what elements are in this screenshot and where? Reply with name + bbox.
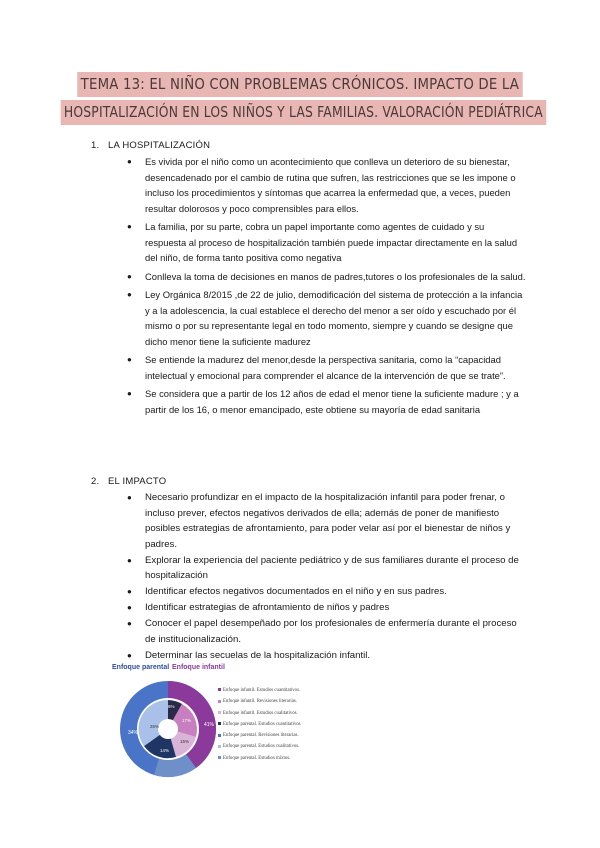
section-2-bullet-list [127, 490, 527, 664]
list-item: ● Explorar la experiencia del paciente pediátrico y de sus familiares durante el proceso de hospitalización [127, 554, 519, 581]
bullet-icon: ● [127, 493, 132, 502]
list-item: ● Conlleva la toma de decisiones en manos de padres,tutores o los profesionales de la salud. [127, 269, 527, 285]
legend-swatch [218, 745, 221, 748]
pct-inner-3: 15% [180, 739, 190, 744]
section-2-number: 2. [91, 476, 100, 487]
label-enfoque-parental: Enfoque parental [112, 664, 170, 671]
list-item: ● Es vivida por el niño como un acontecimiento que conlleva un deterioro de su bienestar, desencadenado por el cambio de rutina que sufren, las restricciones que se les impone o incluso los procedimientos y síntomas que acarrea la enfermedad que, a veces, pueden resultar dolorosos y poco comprensibles para ellos. [127, 156, 516, 214]
document-title [0, 72, 600, 125]
bullet-icon: ● [127, 603, 132, 612]
legend-item: Enfoque parental. Estudios mixtos. [218, 753, 301, 764]
title-line-1: TEMA 13: EL NIÑO CON PROBLEMAS CRÓNICOS. IMPACTO DE LA [77, 72, 522, 97]
legend-item: Enfoque parental. Estudios cuantitativos [218, 719, 301, 730]
pct-outer-right: 41% [204, 722, 215, 728]
legend-swatch [218, 722, 221, 725]
list-item: ● Determinar las secuelas de la hospitalización infantil. [127, 648, 527, 664]
list-item: ● Identificar estrategias de afrontamiento de niños y padres [127, 600, 527, 616]
pct-inner-4: 14% [160, 748, 170, 753]
list-item: ● Necesario profundizar en el impacto de la hospitalización infantil para poder frenar, o incluso prever, efectos negativos derivados de ella; además de poner de manifiesto posibles estrategias de afrontamiento, para poder velar así por el bienestar de niños y padres. [127, 492, 511, 550]
legend-swatch [218, 734, 221, 737]
section-1-number: 1. [91, 140, 100, 151]
section-2-heading [91, 476, 166, 487]
legend-item: Enfoque infantil. Estudios cualitativos. [218, 708, 301, 719]
label-enfoque-infantil: Enfoque infantil [172, 664, 225, 671]
figure-legend [218, 685, 301, 764]
bullet-icon: ● [127, 271, 132, 281]
pct-inner-5: 26% [150, 724, 160, 729]
list-item: ● Ley Orgánica 8/2015 ,de 22 de julio, demodificación del sistema de protección a la infancia y a la adolescencia, la cual establece el derecho del menor a ser oído y escuchado por él mismo o por su representante legal en todo momento, siempre y cuando se designe que dicho menor tiene la suficiente madurez [127, 289, 523, 347]
pct-inner-1: 6% [168, 704, 175, 709]
legend-item: Enfoque parental. Estudios cualitativos. [218, 741, 301, 752]
list-item: ● Conocer el papel desempeñado por los profesionales de enfermería durante el proceso de institucionalización. [127, 618, 517, 645]
bullet-icon: ● [127, 355, 132, 364]
pct-outer-left: 34% [128, 730, 139, 736]
list-item: ● Identificar efectos negativos documentados en el niño y en sus padres. [127, 584, 527, 600]
bullet-icon: ● [127, 587, 132, 596]
legend-swatch [218, 711, 221, 714]
legend-swatch [218, 700, 221, 703]
donut-chart [116, 676, 226, 786]
bullet-icon: ● [127, 389, 132, 398]
bullet-icon: ● [127, 222, 132, 231]
section-1-title: LA HOSPITALIZACIÓN [108, 140, 211, 151]
title-line-2: HOSPITALIZACIÓN EN LOS NIÑOS Y LAS FAMILIAS. VALORACIÓN PEDIÁTRICA [61, 100, 546, 125]
list-item: ● Se entiende la madurez del menor,desde la perspectiva sanitaria, como la “capacidad intelectual y emocional para comprender el alcance de la intervención de que se trate”. [127, 354, 506, 381]
section-1-bullet-list [127, 154, 527, 420]
bullet-icon: ● [127, 619, 132, 628]
legend-swatch [218, 756, 221, 759]
list-item: ● Se considera que a partir de los 12 años de edad el menor tiene la suficiente madure ; y a partir de los 16, o menor emancipado, este obtiene su mayoría de edad sanitaria [127, 388, 519, 415]
bullet-icon: ● [127, 650, 132, 660]
section-1-heading [91, 140, 210, 151]
legend-item: Enfoque infantil. Estudios cuantitativos. [218, 685, 301, 696]
donut-hole [158, 719, 178, 739]
legend-item: Enfoque infantil. Revisiones literarias. [218, 696, 301, 707]
legend-swatch [218, 688, 221, 691]
bullet-icon: ● [127, 157, 132, 166]
bullet-icon: ● [127, 290, 132, 299]
bullet-icon: ● [127, 555, 132, 565]
legend-item: Enfoque parental. Revisiones literarias. [218, 730, 301, 741]
section-2-title: EL IMPACTO [108, 476, 167, 487]
list-item: ● La familia, por su parte, cobra un papel importante como agentes de cuidado y su respuesta al proceso de hospitalización también puede impactar directamente en la salud del niño, de forma tanto positiva como negativa [127, 221, 518, 263]
pct-inner-2: 17% [182, 718, 192, 723]
